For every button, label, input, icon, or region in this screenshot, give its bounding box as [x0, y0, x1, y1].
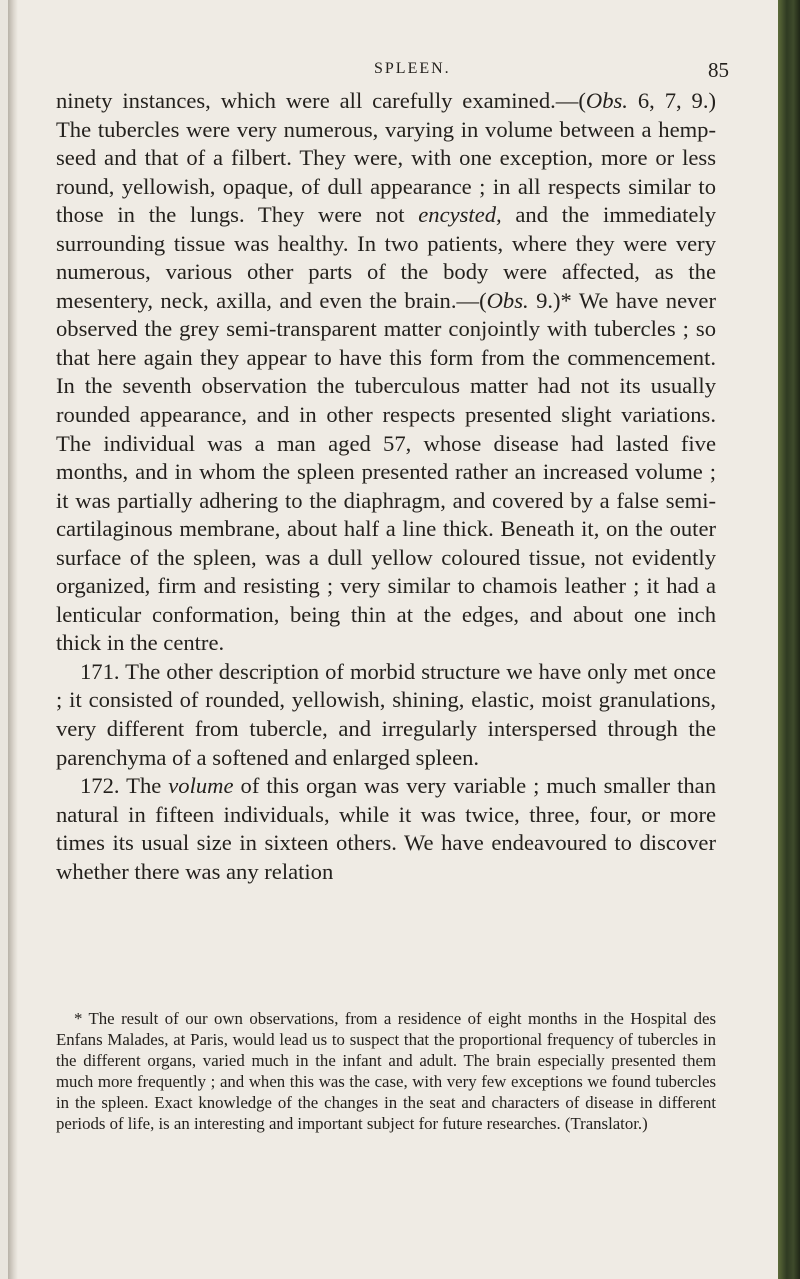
paragraph-continuation: ninety instances, which were all carefully examined.—(Obs. 6, 7, 9.) The tubercles were very numerous, varying in volume between a hemp-seed and that of a filbert. They were, with one exception, more or less round, yellowish, opaque, of dull appearance ; in all respects similar to those in the lungs. They were not encysted, and the immediately surrounding tissue was healthy. In two patients, where they were very numerous, various other parts of the body were affected, as the mesentery, neck, axilla, and even the brain.—(Obs. 9.)* We have never observed the grey semi-transparent matter conjointly with tubercles ; so that here again they appear to have this form from the commencement. In the seventh observation the tuberculous matter had not its usually rounded appearance, and in other respects presented slight variations. The individual was a man aged 57, whose disease had lasted five months, and in whom the spleen presented rather an increased volume ; it was partially adhering to the diaphragm, and covered by a false semi-cartilaginous membrane, about half a line thick. Beneath it, on the outer surface of the spleen, was a dull yellow coloured tissue, not evidently organized, firm and resisting ; very similar to chamois leather ; it had a lenticular conformation, being thin at the edges, and about one inch thick in the centre.: [56, 88, 716, 656]
paragraph-172: 172. The volume of this organ was very variable ; much smaller than natural in fifteen individuals, while it was twice, three, four, or more times its usual size in sixteen others. We have endeavoured to discover whether there was any relation: [56, 773, 716, 884]
section-number: 171.: [80, 658, 120, 684]
page-number: 85: [708, 58, 729, 82]
paragraph-171: 171. The other description of morbid structure we have only met once ; it consisted of rounded, yellowish, shining, elastic, moist granulations, very different from tubercle, and irregularly interspersed through the parenchyma of a softened and enlarged spleen.: [56, 658, 716, 770]
book-binding-edge: [778, 0, 800, 1279]
running-head: [0, 58, 800, 86]
section-number: 172.: [80, 773, 120, 799]
page-left-edge: [8, 0, 18, 1279]
running-head-title: SPLEEN.: [374, 60, 451, 77]
footnote-text: * The result of our own observations, from a residence of eight months in the Hospital des Enfans Malades, at Paris, would lead us to suspect that the proportional frequency of tubercles in the different organs, varied much in the infant and adult. The brain especially presented them much more frequently ; and when this was the case, with very few exceptions we found tubercles in the spleen. Exact knowledge of the changes in the seat and characters of disease in different periods of life, is an interesting and important subject for future researches. (Translator.): [56, 1009, 716, 1134]
body-text: [56, 87, 716, 886]
footnote: [56, 1008, 716, 1135]
